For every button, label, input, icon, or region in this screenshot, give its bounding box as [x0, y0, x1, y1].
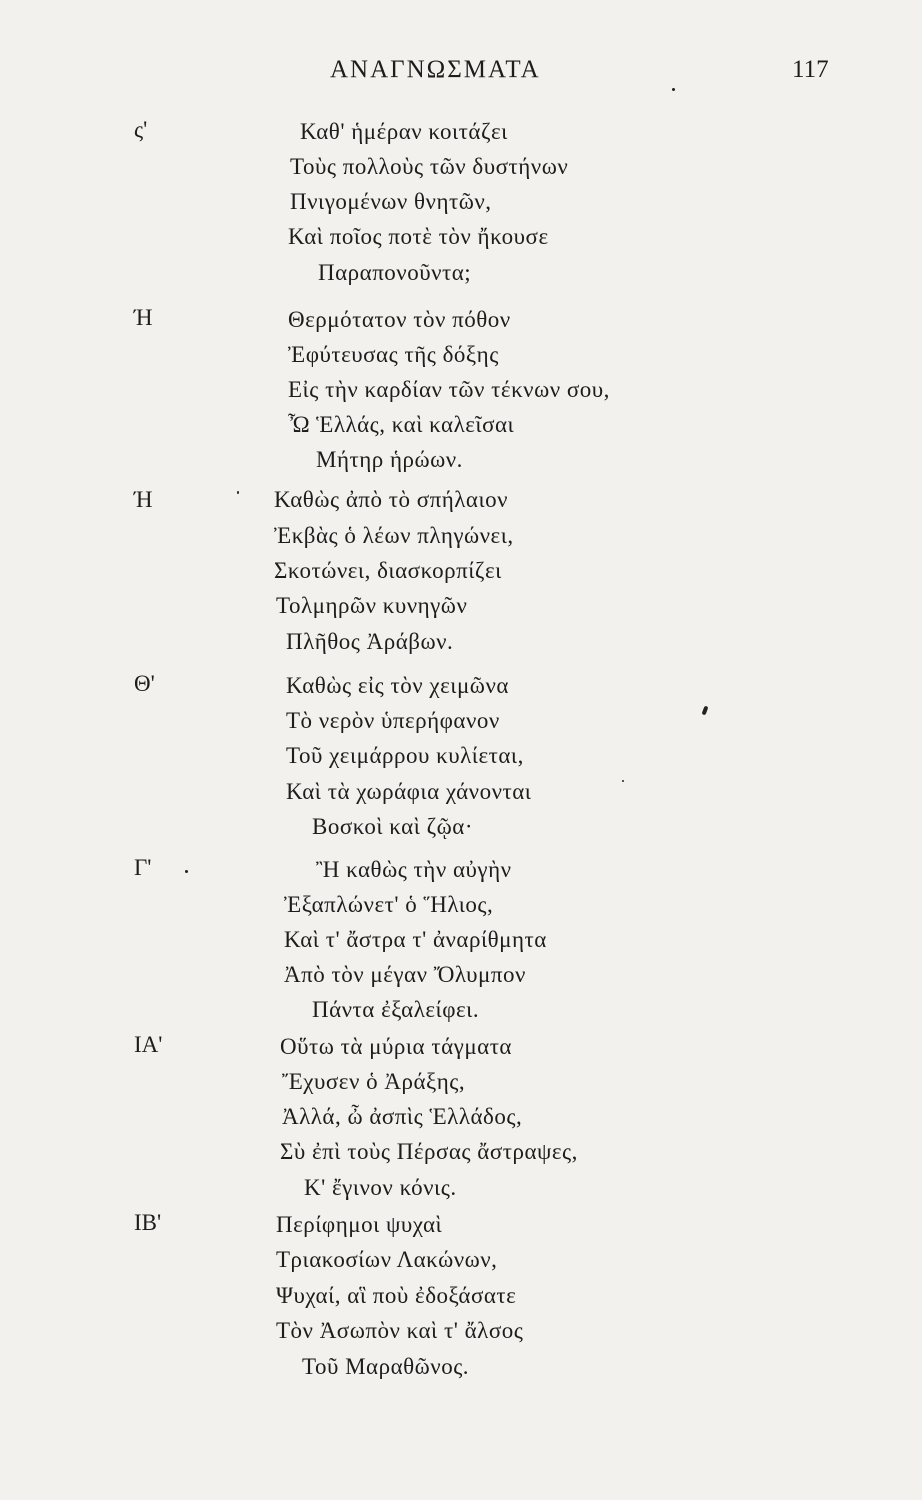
- verse-line: Ἢ καθὼς τὴν αὐγὴν: [316, 857, 512, 882]
- verse-line: Σὺ ἐπὶ τοὺς Πέρσας ἄστραψες,: [280, 1139, 578, 1164]
- verse-line: Πάντα ἐξαλείφει.: [312, 997, 480, 1022]
- ink-speck: [672, 88, 675, 91]
- stanza-number: Ή: [134, 487, 153, 512]
- verse-line: Ψυχαί, αἳ ποὺ ἐδοξάσατε: [276, 1283, 517, 1308]
- page-header: [0, 50, 922, 98]
- verse-line: Τὸ νερὸν ὑπερήφανον: [286, 708, 500, 733]
- ink-speck: [702, 706, 709, 716]
- verse-line: Ἀπὸ τὸν μέγαν Ὄλυμπον: [284, 962, 526, 987]
- verse-line: Καὶ ποῖος ποτὲ τὸν ἤκουσε: [288, 224, 549, 249]
- verse-line: Περίφημοι ψυχαὶ: [276, 1212, 443, 1237]
- stanza-number: ΙΒ': [134, 1210, 162, 1235]
- verse-line: Πλῆθος Ἀράβων.: [286, 629, 454, 654]
- ink-speck: [237, 491, 239, 494]
- verse-line: Ἔχυσεν ὁ Ἀράξης,: [282, 1069, 466, 1094]
- ink-speck: [185, 870, 188, 873]
- verse-line: Τοῦ χειμάρρου κυλίεται,: [286, 743, 524, 768]
- verse-line: Τοῦ Μαραθῶνος.: [302, 1354, 470, 1379]
- verse-line: Σκοτώνει, διασκορπίζει: [274, 558, 502, 583]
- stanza-number: Γ': [134, 855, 152, 880]
- verse-line: Μήτηρ ἡρώων.: [316, 447, 463, 472]
- verse-line: Τολμηρῶν κυνηγῶν: [276, 593, 468, 618]
- verse-line: Ἀλλά, ὦ ἀσπὶς Ἑλλάδος,: [282, 1104, 523, 1129]
- verse-line: Κ' ἔγινον κόνις.: [304, 1175, 457, 1200]
- verse-line: Καθὼς εἰς τὸν χειμῶνα: [286, 673, 509, 698]
- verse-line: Ἐκβὰς ὁ λέων πληγώνει,: [274, 523, 514, 548]
- verse-line: Ἐφύτευσας τῆς δόξης: [288, 342, 499, 367]
- verse-line: Ἐξαπλώνετ' ὁ Ἥλιος,: [284, 892, 494, 917]
- verse-line: Τὸν Ἀσωπὸν καὶ τ' ἄλσος: [276, 1318, 524, 1343]
- verse-line: Οὕτω τὰ μύρια τάγματα: [280, 1034, 512, 1059]
- verse-line: Καθ' ἡμέραν κοιτάζει: [300, 119, 508, 144]
- verse-line: Τριακοσίων Λακώνων,: [276, 1247, 498, 1272]
- verse-line: Καθὼς ἀπὸ τὸ σπήλαιον: [274, 487, 509, 512]
- verse-line: Τοὺς πολλοὺς τῶν δυστήνων: [290, 154, 569, 179]
- stanza-number: ΙΑ': [134, 1032, 163, 1057]
- verse-line: Βοσκοὶ καὶ ζῷα·: [312, 814, 474, 839]
- running-title: ΑΝΑΓΝΩΣΜΑΤΑ: [330, 56, 541, 83]
- verse-line: Παραπονοῦντα;: [318, 260, 472, 285]
- verse-line: Πνιγομένων θνητῶν,: [290, 189, 492, 214]
- stanza-number: Ή: [134, 305, 153, 330]
- verse-line: Εἰς τὴν καρδίαν τῶν τέκνων σου,: [288, 377, 610, 402]
- verse-line: Καὶ τὰ χωράφια χάνονται: [286, 779, 532, 804]
- stanza-number: ς': [134, 117, 148, 142]
- verse-line: Ὦ Ἑλλάς, καὶ καλεῖσαι: [288, 412, 515, 437]
- verse-line: Καὶ τ' ἄστρα τ' ἀναρίθμητα: [284, 927, 547, 952]
- ink-speck: [622, 780, 624, 782]
- verse-line: Θερμότατον τὸν πόθον: [288, 307, 511, 332]
- stanza-number: Θ': [134, 671, 155, 696]
- page-number: 117: [792, 56, 829, 83]
